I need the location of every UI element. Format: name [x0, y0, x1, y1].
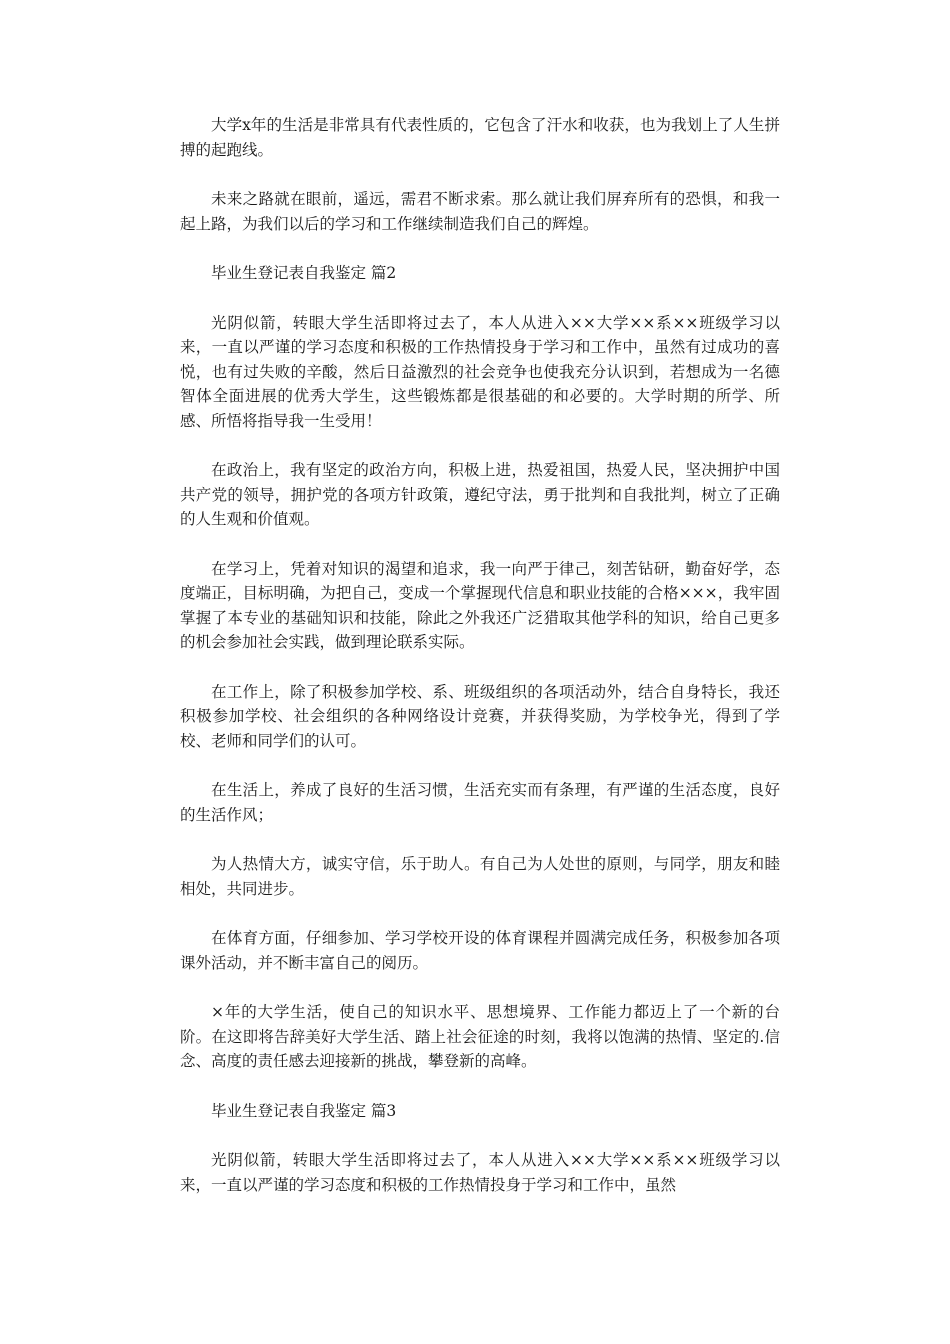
document-body	[180, 113, 780, 1222]
paragraph: 在政治上，我有坚定的政治方向，积极上进，热爱祖国，热爱人民，坚决拥护中国共产党的领导，拥护党的各项方针政策，遵纪守法，勇于批判和自我批判，树立了正确的人生观和价值观。	[180, 461, 780, 528]
paragraph: ×年的大学生活，使自己的知识水平、思想境界、工作能力都迈上了一个新的台阶。在这即将告辞美好大学生活、踏上社会征途的时刻，我将以饱满的热情、坚定的.信念、高度的责任感去迎接新的挑战，攀登新的高峰。	[180, 1003, 780, 1070]
paragraph: 在生活上，养成了良好的生活习惯，生活充实而有条理，有严谨的生活态度，良好的生活作风；	[180, 781, 780, 824]
section-heading: 毕业生登记表自我鉴定 篇2	[211, 264, 397, 282]
paragraph: 在学习上，凭着对知识的渴望和追求，我一向严于律己，刻苦钻研，勤奋好学，态度端正，目标明确，为把自己，变成一个掌握现代信息和职业技能的合格×××，我牢固掌握了本专业的基础知识和技能，除此之外我还广泛猎取其他学科的知识，给自己更多的机会参加社会实践，做到理论联系实际。	[180, 559, 780, 651]
paragraph: 大学x年的生活是非常具有代表性质的，它包含了汗水和收获，也为我划上了人生拼搏的起跑线。	[180, 116, 780, 159]
paragraph: 光阴似箭，转眼大学生活即将过去了，本人从进入××大学××系××班级学习以来，一直以严谨的学习态度和积极的工作热情投身于学习和工作中，虽然	[180, 1151, 780, 1194]
paragraph: 在工作上，除了积极参加学校、系、班级组织的各项活动外，结合自身特长，我还积极参加学校、社会组织的各种网络设计竞赛，并获得奖励，为学校争光，得到了学校、老师和同学们的认可。	[180, 682, 780, 750]
section-heading: 毕业生登记表自我鉴定 篇3	[211, 1101, 397, 1120]
paragraph: 为人热情大方，诚实守信，乐于助人。有自己为人处世的原则，与同学，朋友和睦相处，共同进步。	[180, 855, 780, 898]
paragraph: 光阴似箭，转眼大学生活即将过去了，本人从进入××大学××系××班级学习以来，一直以严谨的学习态度和积极的工作热情投身于学习和工作中，虽然有过成功的喜悦，也有过失败的辛酸，然后日益激烈的社会竞争也使我充分认识到，若想成为一名德智体全面进展的优秀大学生，这些锻炼都是很基础的和必要的。大学时期的所学、所感、所悟将指导我一生受用！	[180, 313, 780, 430]
paragraph: 在体育方面，仔细参加、学习学校开设的体育课程并圆满完成任务，积极参加各项课外活动，并不断丰富自己的阅历。	[180, 929, 780, 972]
paragraph: 未来之路就在眼前，遥远，需君不断求索。那么就让我们屏弃所有的恐惧，和我一起上路，为我们以后的学习和工作继续制造我们自己的辉煌。	[180, 190, 780, 233]
